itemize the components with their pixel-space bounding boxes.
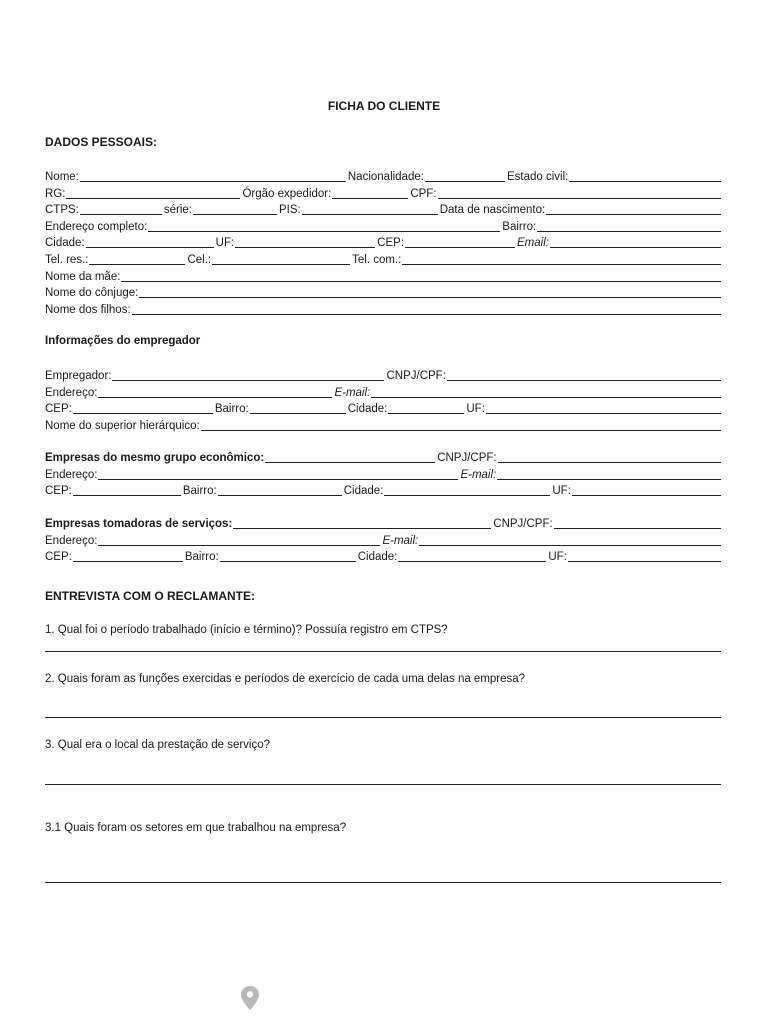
row-tomadoras-endereco <box>45 533 723 550</box>
row-tomadoras-cep <box>45 549 723 566</box>
section-heading-tomadoras: Empresas tomadoras de serviços: <box>45 518 233 530</box>
blank-grupo-cep[interactable] <box>73 495 181 496</box>
row-nome-mae <box>45 269 723 286</box>
label-pis: PIS: <box>279 204 301 217</box>
blank-empregador-cidade[interactable] <box>388 413 464 414</box>
blank-empregador-uf[interactable] <box>486 413 721 414</box>
label-tomadoras-cep: CEP: <box>45 551 72 564</box>
blank-empregador-cnpj[interactable] <box>447 380 721 381</box>
question-1: 1. Qual foi o período trabalhado (início e término)? Possuía registro em CTPS? <box>45 624 448 636</box>
blank-bairro[interactable] <box>537 231 721 232</box>
label-endereco-completo: Endereço completo: <box>45 220 148 233</box>
blank-grupo-bairro[interactable] <box>218 495 342 496</box>
blank-email[interactable] <box>550 247 721 248</box>
row-superior <box>45 418 723 435</box>
blank-grupo-cnpj[interactable] <box>498 462 721 463</box>
blank-orgao-expedidor[interactable] <box>332 198 408 199</box>
section-heading-empregador: Informações do empregador <box>45 335 201 347</box>
label-grupo-cep: CEP: <box>45 485 72 498</box>
empregador-fields <box>45 368 723 434</box>
blank-cep[interactable] <box>405 247 515 248</box>
label-empregador: Empregador: <box>45 370 112 382</box>
label-grupo-endereco: Endereço: <box>45 468 98 481</box>
blank-uf[interactable] <box>235 247 375 248</box>
blank-tomadoras[interactable] <box>233 528 491 529</box>
label-nome-conjuge: Nome do cônjuge: <box>45 287 139 300</box>
label-tomadoras-uf: UF: <box>548 551 567 564</box>
label-rg: RG: <box>45 187 66 200</box>
blank-nome[interactable] <box>80 181 346 182</box>
answer-line-3[interactable] <box>45 784 721 785</box>
answer-line-2[interactable] <box>45 717 721 718</box>
row-tomadoras <box>45 516 723 533</box>
blank-nome-filhos[interactable] <box>132 314 721 315</box>
row-empregador-endereco <box>45 385 723 402</box>
blank-cpf[interactable] <box>438 198 721 199</box>
row-cidade <box>45 235 723 252</box>
blank-tel-res[interactable] <box>89 264 185 265</box>
blank-data-nascimento[interactable] <box>546 214 721 215</box>
label-estado-civil: Estado civil: <box>506 171 569 183</box>
section-heading-dados-pessoais: DADOS PESSOAIS: <box>45 135 158 149</box>
blank-tomadoras-uf[interactable] <box>568 561 721 562</box>
label-tel-com: Tel. com.: <box>352 253 402 266</box>
label-grupo-bairro: Bairro: <box>182 485 217 498</box>
label-email: Email: <box>517 237 549 250</box>
label-grupo-uf: UF: <box>552 485 571 498</box>
blank-grupo-uf[interactable] <box>572 495 721 496</box>
label-cidade: Cidade: <box>45 237 85 250</box>
blank-cel[interactable] <box>212 264 350 265</box>
blank-empregador-bairro[interactable] <box>250 413 346 414</box>
dados-pessoais-fields <box>45 169 723 318</box>
label-grupo-cidade: Cidade: <box>343 485 384 498</box>
blank-pis[interactable] <box>302 214 438 215</box>
blank-tomadoras-cep[interactable] <box>73 561 183 562</box>
blank-tomadoras-bairro[interactable] <box>220 561 356 562</box>
question-3: 3. Qual era o local da prestação de serviço? <box>45 739 271 751</box>
label-empregador-endereco: Endereço: <box>45 386 98 399</box>
row-ctps <box>45 202 723 219</box>
label-tomadoras-email: E-mail: <box>382 534 419 547</box>
label-tomadoras-cidade: Cidade: <box>357 551 398 564</box>
section-heading-grupo-economico: Empresas do mesmo grupo econômico: <box>45 452 265 464</box>
label-bairro: Bairro: <box>502 220 537 233</box>
blank-tomadoras-endereco[interactable] <box>98 545 380 546</box>
blank-grupo-cidade[interactable] <box>384 495 550 496</box>
blank-grupo-endereco[interactable] <box>98 479 458 480</box>
label-superior: Nome do superior hierárquico: <box>45 419 200 432</box>
blank-nome-mae[interactable] <box>121 281 721 282</box>
label-cel: Cel.: <box>187 253 212 266</box>
row-empregador-cep <box>45 401 723 418</box>
document-title: FICHA DO CLIENTE <box>327 99 441 113</box>
blank-tel-com[interactable] <box>402 264 721 265</box>
label-nome-filhos: Nome dos filhos: <box>45 303 131 316</box>
row-grupo-economico <box>45 450 723 467</box>
label-empregador-cnpj: CNPJ/CPF: <box>386 370 446 382</box>
blank-nome-conjuge[interactable] <box>139 297 721 298</box>
row-grupo-cep <box>45 483 723 500</box>
question-3-1: 3.1 Quais foram os setores em que trabalhou na empresa? <box>45 822 347 834</box>
blank-estado-civil[interactable] <box>569 181 721 182</box>
row-telefones <box>45 252 723 269</box>
label-grupo-email: E-mail: <box>460 468 497 481</box>
tomadoras-fields <box>45 516 723 566</box>
blank-ctps[interactable] <box>80 214 162 215</box>
label-empregador-bairro: Bairro: <box>214 403 249 416</box>
row-nome-filhos <box>45 302 723 319</box>
label-data-nascimento: Data de nascimento: <box>439 204 546 217</box>
label-nacionalidade: Nacionalidade: <box>347 171 424 183</box>
label-serie: série: <box>163 204 192 217</box>
blank-cidade[interactable] <box>86 247 214 248</box>
label-tomadoras-cnpj: CNPJ/CPF: <box>493 518 553 530</box>
label-cep: CEP: <box>377 237 405 250</box>
label-orgao-expedidor: Órgão expedidor: <box>242 187 332 200</box>
label-ctps: CTPS: <box>45 204 79 217</box>
blank-rg[interactable] <box>66 198 240 199</box>
label-empregador-email: E-mail: <box>334 386 371 399</box>
row-nome <box>45 169 723 186</box>
label-tel-res: Tel. res.: <box>45 253 89 266</box>
label-empregador-cidade: Cidade: <box>347 403 388 416</box>
blank-empregador-email[interactable] <box>371 397 721 398</box>
blank-superior[interactable] <box>201 430 721 431</box>
blank-grupo-email[interactable] <box>497 479 721 480</box>
label-empregador-uf: UF: <box>466 403 485 416</box>
row-grupo-endereco <box>45 467 723 484</box>
row-empregador <box>45 368 723 385</box>
blank-serie[interactable] <box>193 214 277 215</box>
label-tomadoras-bairro: Bairro: <box>184 551 219 564</box>
question-2: 2. Quais foram as funções exercidas e períodos de exercício de cada uma delas na empresa? <box>45 673 526 685</box>
label-uf: UF: <box>215 237 235 250</box>
label-tomadoras-endereco: Endereço: <box>45 534 98 547</box>
blank-empregador-endereco[interactable] <box>98 397 332 398</box>
blank-tomadoras-email[interactable] <box>419 545 721 546</box>
blank-empregador-cep[interactable] <box>73 413 213 414</box>
row-endereco-completo <box>45 219 723 236</box>
label-nome: Nome: <box>45 171 79 183</box>
blank-tomadoras-cidade[interactable] <box>398 561 546 562</box>
answer-line-3-1[interactable] <box>45 882 721 883</box>
label-cpf: CPF: <box>410 187 437 200</box>
label-grupo-cnpj: CNPJ/CPF: <box>437 452 497 464</box>
blank-empregador[interactable] <box>112 380 384 381</box>
location-pin-icon[interactable] <box>240 985 260 1011</box>
blank-endereco-completo[interactable] <box>148 231 500 232</box>
blank-nacionalidade[interactable] <box>425 181 505 182</box>
section-heading-entrevista: ENTREVISTA COM O RECLAMANTE: <box>45 589 255 603</box>
label-empregador-cep: CEP: <box>45 403 72 416</box>
grupo-economico-fields <box>45 450 723 500</box>
row-nome-conjuge <box>45 285 723 302</box>
blank-tomadoras-cnpj[interactable] <box>554 528 721 529</box>
row-rg <box>45 186 723 203</box>
answer-line-1[interactable] <box>45 651 721 652</box>
label-nome-mae: Nome da mãe: <box>45 270 121 283</box>
blank-grupo-economico[interactable] <box>265 462 435 463</box>
